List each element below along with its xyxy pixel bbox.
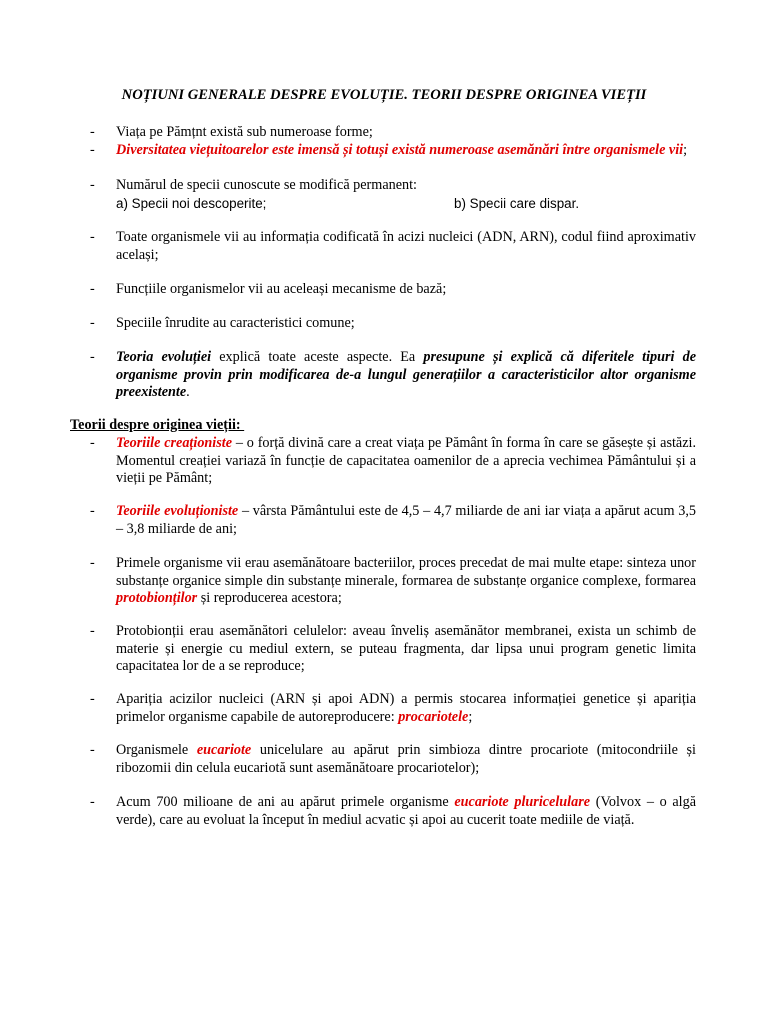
- section-heading: Teorii despre originea vieții:: [70, 417, 245, 433]
- item-text: Toate organismele vii au informația codificată în acizi nucleici (ADN, ARN), codul fiind aproximativ același;: [116, 229, 696, 263]
- bullet-dash: -: [90, 794, 95, 810]
- item-text: Primele organisme vii erau asemănătoare bacteriilor, proces precedat de mai multe etape: sinteza unor substanțe organice simple din substanțe minerale, formarea de substanțe organice complexe, formarea protobionților și reproducerea acestora;: [116, 555, 696, 606]
- item-text: Acum 700 milioane de ani au apărut primele organisme eucariote pluricelulare (Volvox – o algă verde), care au evoluat la început în mediul acvatic și apoi au cucerit toate mediile de viață.: [116, 794, 696, 828]
- item-text: Numărul de specii cunoscute se modifică permanent: a) Specii noi descoperite; b) Specii care dispar.: [116, 177, 580, 211]
- item-text: Speciile înrudite au caracteristici comune;: [116, 315, 355, 331]
- bullet-dash: -: [90, 503, 95, 519]
- highlight-bold: presupune și explică că diferitele tipuri de organisme provin prin modificarea de-a lungul generațiilor a caracteristicilor altor organisme preexistente: [116, 349, 697, 400]
- sub-item-a: a) Specii noi descoperite;: [116, 195, 267, 211]
- item-text: Teoriile creaționiste – o forță divină care a creat viața pe Pământ în forma în care se găsește și astăzi. Momentul creației variază în funcție de capacitatea oamenilor de a aprecia vechimea Pământului și a vieții pe Pământ;: [116, 435, 696, 486]
- highlight-red: Teoriile creaționiste: [116, 435, 233, 451]
- sub-item-b: b) Specii care dispar.: [454, 195, 580, 211]
- item-text: Teoriile evoluționiste – vârsta Pământului este de 4,5 – 4,7 miliarde de ani iar viața a apărut acum 3,5 – 3,8 miliarde de ani;: [116, 503, 696, 537]
- page-title: NOȚIUNI GENERALE DESPRE EVOLUȚIE. TEORII DESPRE ORIGINEA VIEȚII: [121, 87, 647, 103]
- highlight-red: protobionților: [116, 590, 198, 606]
- highlight-bold: Teoria evoluției: [116, 349, 212, 365]
- bullet-dash: -: [90, 691, 95, 707]
- item-text: Funcțiile organismelor vii au aceleași mecanisme de bază;: [116, 281, 447, 297]
- highlight-red: Diversitatea viețuitoarelor este imensă și totuși există numeroase asemănări între organismele vii: [116, 142, 684, 158]
- item-text: Apariția acizilor nucleici (ARN și apoi ADN) a permis stocarea informației genetice și apariția primelor organisme capabile de autoreproducere: procariotele;: [116, 691, 696, 725]
- item-text: Protobionții erau asemănători celulelor: aveau înveliș asemănător membranei, exista un schimb de materie și energie cu mediul extern, se puteau fragmenta, dar lipsa unui program genetic limita capacitatea lor de a se reproduce;: [116, 623, 696, 674]
- item-text: Teoria evoluției explică toate aceste aspecte. Ea presupune și explică că diferitele tipuri de organisme provin prin modificarea de-a lungul generațiilor a caracteristicilor altor organisme preexistente.: [116, 349, 697, 400]
- bullet-dash: -: [90, 229, 95, 245]
- highlight-red: eucariote pluricelulare: [454, 794, 591, 810]
- bullet-dash: -: [90, 742, 95, 758]
- item-text: Viața pe Pămțnt există sub numeroase forme;: [116, 124, 373, 140]
- highlight-red: procariotele: [398, 708, 469, 725]
- item-text: Diversitatea viețuitoarelor este imensă și totuși există numeroase asemănări între organismele vii;: [116, 142, 688, 158]
- bullet-dash: -: [90, 124, 95, 140]
- bullet-dash: -: [90, 349, 95, 365]
- bullet-dash: -: [90, 142, 95, 158]
- bullet-dash: -: [90, 435, 95, 451]
- bullet-dash: -: [90, 315, 95, 331]
- bullet-dash: -: [90, 623, 95, 639]
- bullet-dash: -: [90, 555, 95, 571]
- item-text: Organismele eucariote unicelulare au apărut prin simbioza dintre procariote (mitocondriile și ribozomii din celula eucariotă sunt asemănătoare procariotelor);: [116, 742, 696, 776]
- highlight-red: Teoriile evoluționiste: [116, 503, 239, 519]
- bullet-dash: -: [90, 177, 95, 193]
- highlight-red: eucariote: [196, 742, 252, 758]
- bullet-dash: -: [90, 281, 95, 297]
